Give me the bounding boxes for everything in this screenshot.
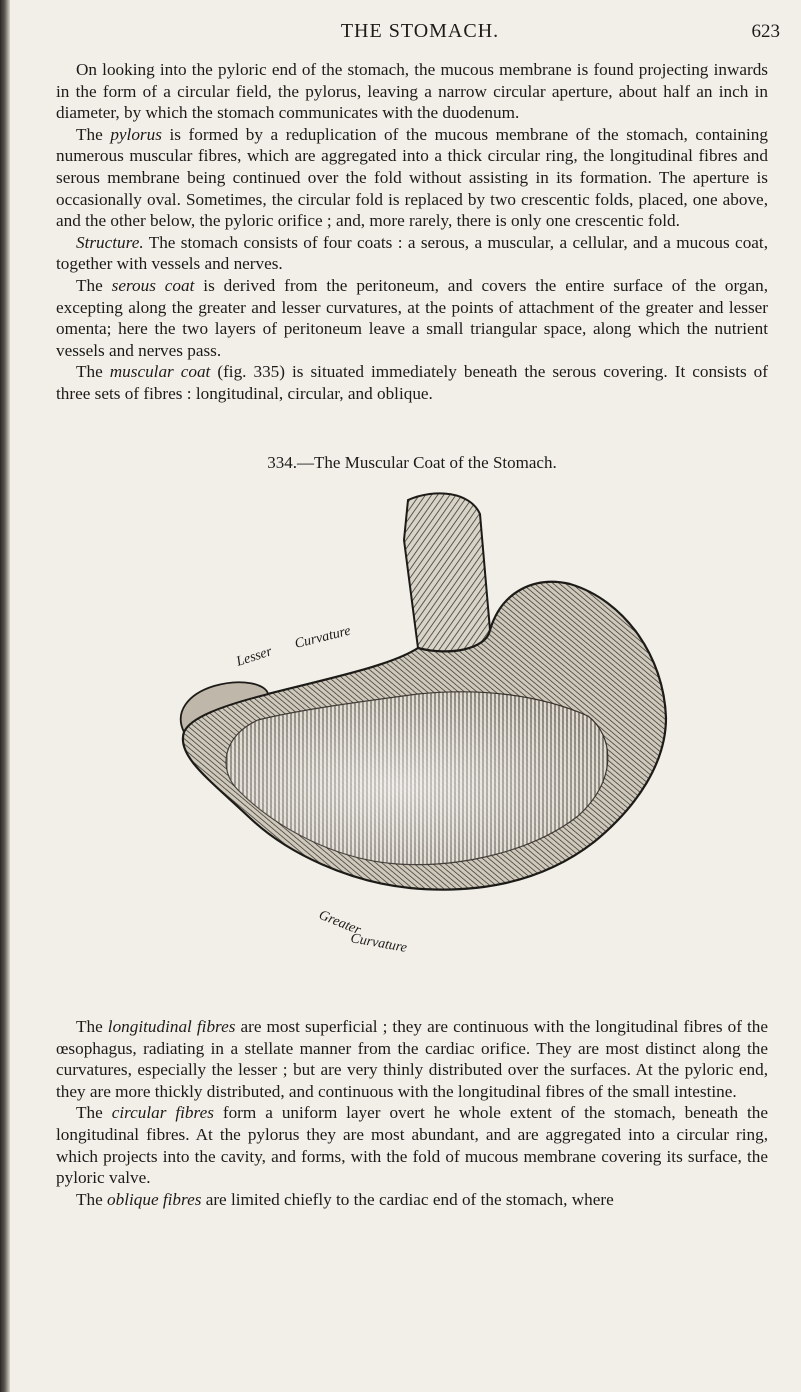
label-lesser-b: Curvature [293,623,353,652]
term-serous-coat: serous coat [111,275,195,295]
term-structure: Structure. [76,232,144,252]
text-block-bottom [56,1016,768,1210]
paragraph-structure: Structure. The stomach consists of four coats : a serous, a muscular, a cellular, and a mucous coat, together with vessels and nerves. [56,232,768,274]
term-longitudinal-fibres: longitudinal fibres [107,1017,236,1036]
oesophagus [404,493,490,651]
page-header [60,20,780,54]
paragraph-pylorus-intro: On looking into the pyloric end of the stomach, the mucous membrane is found projecting inwards in the form of a circular field, the pylorus, leaving a narrow circular aperture, about half an inch in diameter, by which the stomach communicates with the duodenum. [56,60,768,123]
term-muscular-coat: muscular coat [109,362,211,382]
figure-caption: 334.—The Muscular Coat of the Stomach. [267,453,557,472]
paragraph-muscular-coat: The muscular coat (fig. 335) is situated immediately beneath the serous covering. It consists of three sets of fibres : longitudinal, circular, and oblique. [56,362,768,403]
stomach-illustration [118,480,698,1005]
page-number: 623 [751,21,780,42]
figure-muscular-coat-stomach [118,480,698,1005]
term-circular-fibres: circular fibres [111,1103,214,1123]
label-lesser-a: Lesser [234,644,275,670]
term-oblique-fibres: oblique fibres [107,1189,202,1209]
label-greater-b: Curvature [349,931,409,956]
text-block-top [56,59,768,405]
paragraph-oblique-fibres: The oblique fibres are limited chiefly to the cardiac end of the stomach, where [76,1189,614,1209]
paragraph-pylorus: The pylorus is formed by a reduplication of the mucous membrane of the stomach, containing numerous muscular fibres, which are aggregated into a thick circular ring, the longitudinal fibres and serous membrane being continued over the fold without assisting in its formation. The aperture is occasionally oval. Sometimes, the circular fold is replaced by two crescentic folds, placed, one above, and the other below, the pyloric orifice ; and, more rarely, there is only one crescentic fold. [56,124,768,231]
term-pylorus: pylorus [110,124,162,144]
paragraph-serous-coat: The serous coat is derived from the peritoneum, and covers the entire surface of the organ, excepting along the greater and lesser curvatures, at the points of attachment of the greater and lesser omenta; here the two layers of peritoneum leave a small triangular space, along which the nutrient vessels and nerves pass. [56,275,768,360]
running-head: THE STOMACH. [340,20,500,42]
label-greater-a: Greater [316,907,363,939]
paragraph-circular-fibres: The circular fibres form a uniform layer overt he whole extent of the stomach, beneath the longitudinal fibres. At the pylorus they are most abundant, and are aggregated into a circular ring, which projects into the cavity, and forms, with the fold of mucous membrane covering its surface, the pyloric valve. [56,1103,768,1188]
book-spine-edge [0,0,10,1392]
paragraph-longitudinal-fibres: The longitudinal fibres are most superficial ; they are continuous with the longitudinal fibres of the œsophagus, radiating in a stellate manner from the cardiac orifice. They are most distinct along the curvatures, especially the lesser ; but are very thinly distributed over the surfaces. At the pyloric end, they are more thickly distributed, and continuous with the longitudinal fibres of the small intestine. [56,1017,768,1101]
